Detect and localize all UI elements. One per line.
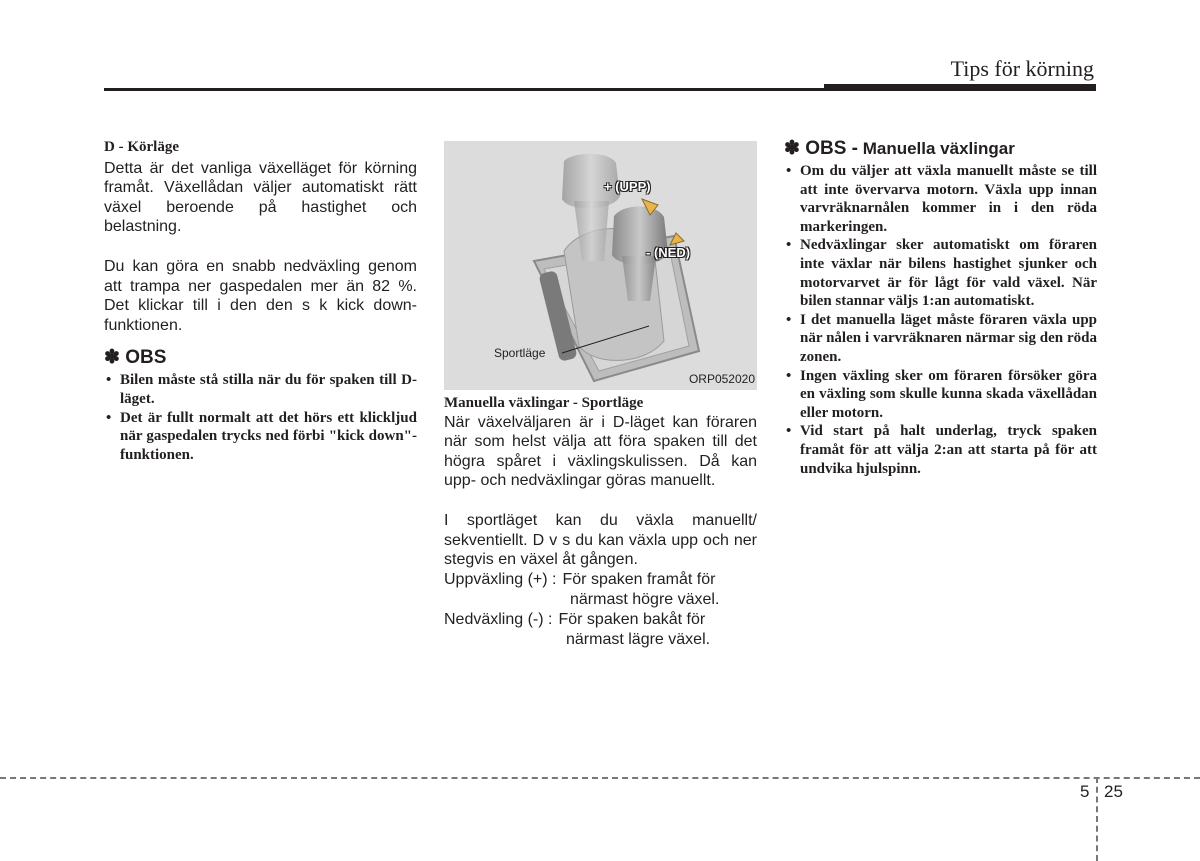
upshift-text-cont: närmast högre växel. xyxy=(570,590,720,608)
footer-divider xyxy=(1096,777,1098,861)
downshift-label: Nedväxling (-) : xyxy=(444,610,553,628)
list-item: • Om du väljer att växla manuellt måste se till att inte övervarva motorn. Växla upp innan varvräknarnålen kommer in i den röda markeringen. xyxy=(784,162,1097,236)
list-item: • Nedväxlingar sker automatiskt om föraren inte växlar när bilens hastighet sjunker och motorvarvet är för lågt för vald växel. När bilen stannar väljs 1:an automatiskt. xyxy=(784,236,1097,310)
upshift-label: Uppväxling (+) : xyxy=(444,570,557,588)
gear-shifter-drawing xyxy=(444,141,757,390)
downshift-text-cont: närmast lägre växel. xyxy=(566,630,711,648)
gear-shifter-illustration xyxy=(444,141,757,390)
obs-list xyxy=(104,371,417,464)
list-item: • Vid start på halt underlag, tryck spaken framåt för att välja 2:an att starta på för att undvika hjulspinn. xyxy=(784,422,1097,478)
middle-column xyxy=(444,394,757,650)
footer-rule xyxy=(0,777,1200,779)
label-downshift: - (NED) xyxy=(646,245,691,260)
paragraph-manual-shift: När växelväljaren är i D-läget kan föraren när som helst välja att föra spaken till det högra spåret i växlingskulissen. Då kan upp- och nedväxlingar göras manuellt. xyxy=(444,413,757,490)
label-upshift: + (UPP) xyxy=(604,179,651,194)
list-item: • Bilen måste stå stilla när du för spaken till D-läget. xyxy=(104,371,417,408)
list-item: • Ingen växling sker om föraren försöker göra en växling som skulle kunna skada växellådan eller motorn. xyxy=(784,367,1097,423)
figure-caption: Manuella växlingar - Sportläge xyxy=(444,395,644,411)
upshift-text: För spaken framåt för xyxy=(562,570,716,588)
page-number: 25 xyxy=(1104,782,1123,801)
label-sport-mode: Sportläge xyxy=(494,346,546,360)
figure-code: ORP052020 xyxy=(688,372,755,386)
running-header: Tips för körning xyxy=(950,56,1094,81)
obs-manual-list xyxy=(784,162,1097,478)
downshift-row-cont xyxy=(444,630,757,650)
right-column xyxy=(784,138,1097,478)
section-title-d-mode: D - Körläge xyxy=(104,139,179,155)
list-item: • Det är fullt normalt att det hörs ett klickljud när gaspedalen trycks ned förbi "kick down"-funktionen. xyxy=(104,409,417,465)
paragraph-kick-down: Du kan göra en snabb nedväxling genom att trampa ner gaspedalen mer än 82 %. Det klickar till i den den s k kick down-funktionen. xyxy=(104,257,417,334)
upshift-row xyxy=(444,570,757,590)
chapter-number: 5 xyxy=(1080,782,1090,801)
obs-manual-title: ✽ OBS - xyxy=(784,138,858,159)
obs-heading: ✽ OBS xyxy=(104,347,167,369)
obs-manual-heading xyxy=(784,138,1097,160)
downshift-row xyxy=(444,610,757,630)
header-rule-accent xyxy=(824,84,1096,91)
paragraph-sport-mode: I sportläget kan du växla manuellt/ sekventiellt. D v s du kan växla upp och ner stegvis en växel åt gången. xyxy=(444,511,757,569)
obs-manual-subtitle: Manuella växlingar xyxy=(857,139,1015,158)
paragraph-d-mode: Detta är det vanliga växelläget för körning framåt. Växellådan väljer automatiskt rätt växel beroende på hastighet och belastning. xyxy=(104,159,417,236)
downshift-text: För spaken bakåt för xyxy=(558,610,706,628)
list-item: • I det manuella läget måste föraren växla upp när nålen i varvräknaren närmar sig den röda zonen. xyxy=(784,311,1097,367)
left-column xyxy=(104,138,417,464)
upshift-row-cont xyxy=(444,590,757,610)
